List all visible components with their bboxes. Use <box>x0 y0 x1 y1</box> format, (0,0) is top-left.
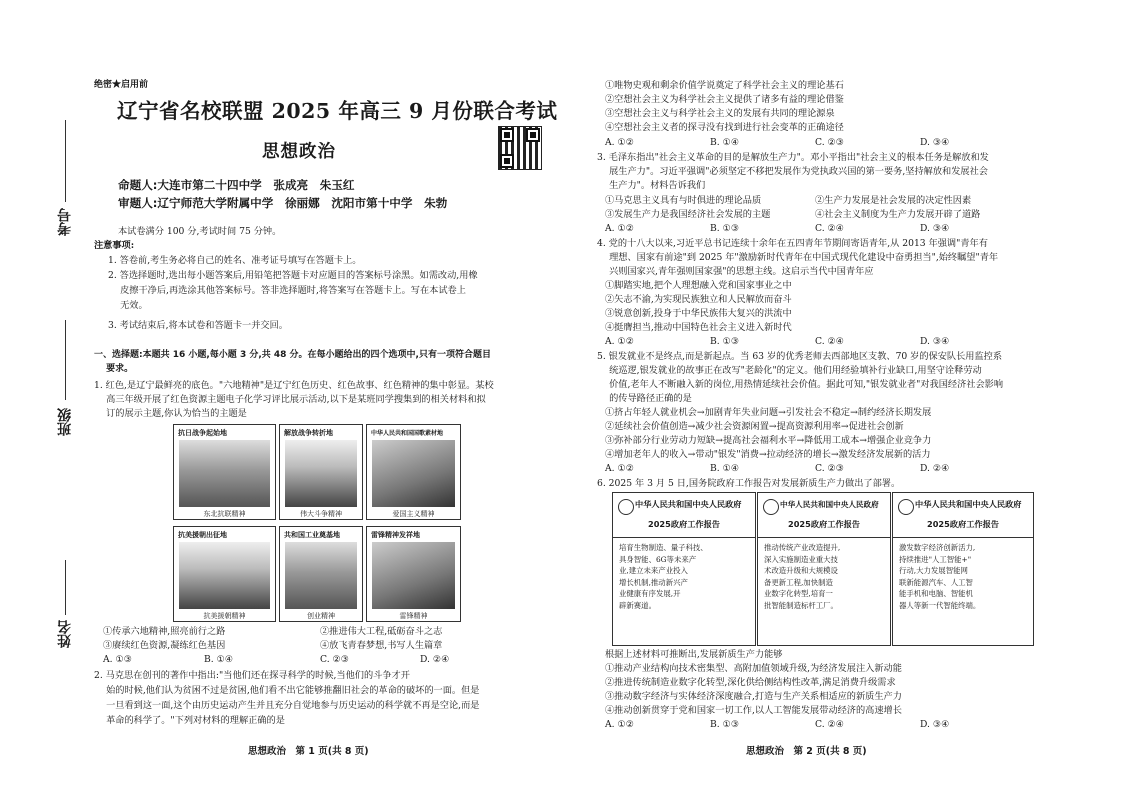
q6-question: 根据上述材料可推断出,发展新质生产力能够 <box>605 649 783 660</box>
q1-option: ①传承六地精神,照亮前行之路 <box>103 626 226 637</box>
report-card <box>757 492 891 646</box>
report-org: 中华人民共和国中央人民政府 <box>915 499 1022 509</box>
q3-choice: B. ①③ <box>710 223 740 234</box>
q2-option: ③空想社会主义与科学社会主义的发展有共同的理论源泉 <box>605 108 835 119</box>
report-org: 中华人民共和国中央人民政府 <box>635 499 742 509</box>
qr-code <box>498 126 542 170</box>
report-card <box>892 492 1034 646</box>
q4-option: ②矢志不渝,为实现民族独立和人民解放而奋斗 <box>605 294 792 305</box>
q6-option: ②推进传统制造业数字化转型,深化供给侧结构性改革,满足消费升级需求 <box>605 677 896 688</box>
photo-bridge <box>179 542 270 609</box>
q1-choice: B. ①④ <box>204 654 234 665</box>
q3-choice: A. ①② <box>605 223 634 234</box>
q3-stem: 生产力"。材料告诉我们 <box>597 180 706 191</box>
image-caption: 伟大斗争精神 <box>300 510 342 518</box>
section-heading: 一、选择题:本题共 16 小题,每小题 3 分,共 48 分。在每小题给出的四个选项中,只有一项符合题目 <box>94 350 491 360</box>
q5-option: ②延续社会价值创造→减少社会资源闲置→提高资源利用率→促进社会创新 <box>605 421 904 432</box>
q3-choice: C. ②④ <box>815 223 845 234</box>
section-heading-cont: 要求。 <box>94 364 134 374</box>
q5-option: ③弥补部分行业劳动力短缺→提高社会福利水平→降低用工成本→增强企业竞争力 <box>605 435 932 446</box>
reviewers-line: 审题人:辽宁师范大学附属中学 徐丽娜 沈阳市第十中学 朱勃 <box>118 196 448 210</box>
q3-option: ③发展生产力是我国经济社会发展的主题 <box>605 209 771 220</box>
q2-option: ④空想社会主义者的探寻没有找到进行社会变革的正确途径 <box>605 122 844 133</box>
photo-memorial <box>372 542 455 609</box>
class-line <box>65 320 66 400</box>
q4-option: ④挺膺担当,推动中国特色社会主义进入新时代 <box>605 322 792 333</box>
photo-building <box>285 440 357 507</box>
q1-choice: A. ①③ <box>103 654 132 665</box>
image-title: 解放战争转折地 <box>284 428 333 437</box>
q4-stem: 理想、国家有前途"到 2025 年"激励新时代青年在中国式现代化建设中奋勇担当",始终瞩望"青年 <box>597 252 999 263</box>
q1-option: ②推进伟大工程,砥砺奋斗之志 <box>320 626 443 637</box>
photo-factory <box>285 542 357 609</box>
q6-choice: B. ①③ <box>710 719 740 730</box>
note-line: 皮擦干净后,再选涂其他答案标号。答非选择题时,将答案写在答题卡上。写在本试卷上 <box>108 285 466 296</box>
confidential-mark: 绝密★启用前 <box>94 80 149 90</box>
image-title: 中华人民共和国国歌素材地 <box>371 430 444 437</box>
q2-stem: 革命的科学了。"下列对材料的理解正确的是 <box>94 715 285 726</box>
image-title: 抗日战争起始地 <box>178 428 227 437</box>
q5-choice: D. ②④ <box>920 463 950 474</box>
exam-no-label: 考号 <box>57 208 73 236</box>
image-title: 共和国工业奠基地 <box>284 530 340 539</box>
q6-option: ①推动产业结构向技术密集型、高附加值领域升级,为经济发展注入新动能 <box>605 663 902 674</box>
report-title: 2025政府工作报告 <box>927 519 999 529</box>
emblem-icon <box>618 499 634 515</box>
q1-image <box>173 526 276 622</box>
q5-choice: B. ①④ <box>710 463 740 474</box>
q2-stem: 始的时候,他们认为贫困不过是贫困,他们看不出它能够推翻旧社会的革命的破坏的一面。但是 <box>94 685 480 696</box>
q4-stem: 兴则国家兴,青年强则国家强"的思想主线。这启示当代中国青年应 <box>597 266 874 277</box>
note-line: 无效。 <box>108 300 148 311</box>
q1-stem: 订的展示主题,你认为恰当的主题是 <box>94 408 247 419</box>
q2-stem: 2. 马克思在创刊的著作中指出:"当他们还在探寻科学的时候,当他们的斗争才开 <box>94 670 410 681</box>
q4-stem: 4. 党的十八大以来,习近平总书记连续十余年在五四青年节期间寄语青年,从 2013 年强调"青年有 <box>597 238 988 249</box>
image-caption: 东北抗联精神 <box>203 510 246 518</box>
q2-choice: C. ②③ <box>815 137 845 148</box>
q3-option: ④社会主义制度为生产力发展开辟了道路 <box>815 209 981 220</box>
q5-stem: 统巡逻,银发就业的故事正在改写"老龄化"的定义。他们用经验填补行业缺口,用坚守诠释劳动 <box>597 365 982 376</box>
image-caption: 抗美援朝精神 <box>203 612 246 620</box>
q2-choice: A. ①② <box>605 137 634 148</box>
image-caption: 爱国主义精神 <box>392 510 435 518</box>
report-body: 激发数字经济创新活力, 持续推进"人工智能+" 行动,大力发展智能网 联新能源汽车、人工智 能手机和电脑、智能机 器人等新一代智能终端。 <box>899 543 981 610</box>
q1-image <box>173 424 276 520</box>
q2-option: ②空想社会主义为科学社会主义提供了诸多有益的理论借鉴 <box>605 94 844 105</box>
page-footer-right: 思想政治 第 2 页(共 8 页) <box>746 746 867 757</box>
image-caption: 雷锋精神 <box>399 612 428 620</box>
report-title: 2025政府工作报告 <box>788 519 860 529</box>
report-title: 2025政府工作报告 <box>648 519 720 529</box>
q3-choice: D. ③④ <box>920 223 950 234</box>
q5-stem: 的传导路径正确的是 <box>597 393 692 404</box>
note-line: 1. 答卷前,考生务必将自己的姓名、准考证号填写在答题卡上。 <box>108 255 362 266</box>
notes-heading: 注意事项: <box>94 240 135 251</box>
q5-option: ④增加老年人的收入→带动"银发"消费→拉动经济的增长→激发经济发展新的活力 <box>605 449 931 460</box>
binding-gutter <box>52 40 88 750</box>
q6-choice: C. ②④ <box>815 719 845 730</box>
q6-choice: A. ①② <box>605 719 634 730</box>
name-line <box>65 560 66 615</box>
emblem-icon <box>763 499 779 515</box>
q1-image <box>366 424 461 520</box>
q5-option: ①挤占年轻人就业机会→加剧青年失业问题→引发社会不稳定→制约经济长期发展 <box>605 407 932 418</box>
q3-option: ②生产力发展是社会发展的决定性因素 <box>815 195 972 206</box>
page-footer-left: 思想政治 第 1 页(共 8 页) <box>248 746 369 757</box>
q5-choice: A. ①② <box>605 463 634 474</box>
q1-option: ③赓续红色资源,凝练红色基因 <box>103 640 226 651</box>
report-org: 中华人民共和国中央人民政府 <box>780 500 879 509</box>
q1-choice: D. ②④ <box>420 654 450 665</box>
q5-stem: 5. 银发就业不是终点,而是新起点。当 63 岁的优秀老师去西部地区支教、70 岁的保安队长用监控系 <box>597 351 1003 362</box>
q1-image <box>279 526 363 622</box>
exam-no-line <box>65 120 66 202</box>
q2-stem: 一旦看到这一面,这个由历史运动产生并且充分自觉地参与历史运动的科学就不再是空论,而是 <box>94 700 480 711</box>
page-title: 辽宁省名校联盟 2025 年高三 9 月份联合考试 <box>117 99 558 123</box>
q4-option: ①脚踏实地,把个人理想融入党和国家事业之中 <box>605 280 792 291</box>
q2-choice: B. ①④ <box>710 137 740 148</box>
photo-monument <box>179 440 270 507</box>
exam-info: 本试卷满分 100 分,考试时间 75 分钟。 <box>118 226 282 237</box>
report-card <box>612 492 756 646</box>
q3-stem: 3. 毛泽东指出"社会主义革命的目的是解放生产力"。邓小平指出"社会主义的根本任务是解放和发 <box>597 152 989 163</box>
subject-title: 思想政治 <box>262 142 336 162</box>
image-title: 抗美援朝出征地 <box>178 530 227 539</box>
q6-option: ③推动数字经济与实体经济深度融合,打造与生产关系相适应的新质生产力 <box>605 691 902 702</box>
photo-museum <box>372 440 455 507</box>
q5-stem: 价值,老年人不断融入新的岗位,用热情延续社会价值。据此可知,"银发就业者"对我国经济社会影响 <box>597 379 1004 390</box>
q4-choice: D. ③④ <box>920 336 950 347</box>
note-line: 3. 考试结束后,将本试卷和答题卡一并交回。 <box>108 320 288 331</box>
q6-option: ④推动创新贯穿于党和国家一切工作,以人工智能发展带动经济的高速增长 <box>605 705 902 716</box>
q6-stem: 6. 2025 年 3 月 5 日,国务院政府工作报告对发展新质生产力做出了部署。 <box>597 478 901 489</box>
report-body: 推动传统产业改造提升, 深入实施制造业重大技 术改造升级和大规模设 备更新工程,加快制造 业数字化转型,培育一 批智能制造标杆工厂。 <box>764 543 841 610</box>
emblem-icon <box>898 499 914 515</box>
q1-image <box>279 424 363 520</box>
q5-choice: C. ②③ <box>815 463 845 474</box>
q4-choice: B. ①③ <box>710 336 740 347</box>
q4-choice: A. ①② <box>605 336 634 347</box>
q4-choice: C. ②④ <box>815 336 845 347</box>
q1-image <box>366 526 461 622</box>
q1-option: ④放飞青春梦想,书写人生篇章 <box>320 640 443 651</box>
name-label: 姓名 <box>57 620 73 648</box>
q6-choice: D. ③④ <box>920 719 950 730</box>
q1-stem: 1. 红色,是辽宁最鲜亮的底色。"六地精神"是辽宁红色历史、红色故事、红色精神的集中彰显。某校 <box>94 380 494 391</box>
q1-choice: C. ②③ <box>320 654 350 665</box>
setters-line: 命题人:大连市第二十四中学 张成亮 朱玉红 <box>118 178 355 192</box>
q4-option: ③锐意创新,投身于中华民族伟大复兴的洪流中 <box>605 308 792 319</box>
image-title: 雷锋精神发祥地 <box>371 530 420 539</box>
note-line: 2. 答选择题时,选出每小题答案后,用铅笔把答题卡对应题目的答案标号涂黑。如需改动,用橡 <box>108 270 478 281</box>
class-label: 班级 <box>57 408 73 436</box>
q2-choice: D. ③④ <box>920 137 950 148</box>
q2-option: ①唯物史观和剩余价值学说奠定了科学社会主义的理论基石 <box>605 80 844 91</box>
q3-stem: 展生产力"。习近平强调"必须坚定不移把发展作为党执政兴国的第一要务,坚持解放和发展社会 <box>597 166 988 177</box>
q1-stem: 高三年级开展了红色资源主题电子化学习评比展示活动,以下是某班同学搜集到的相关材料和拟 <box>94 394 486 405</box>
q3-option: ①马克思主义具有与时俱进的理论品质 <box>605 195 762 206</box>
image-caption: 创业精神 <box>307 612 335 620</box>
report-body: 培育生物制造、量子科技、 具身智能、6G等未来产 业,建立未来产业投入 增长机制,推动新兴产 业健康有序发展,开 辟新赛道。 <box>619 543 708 610</box>
